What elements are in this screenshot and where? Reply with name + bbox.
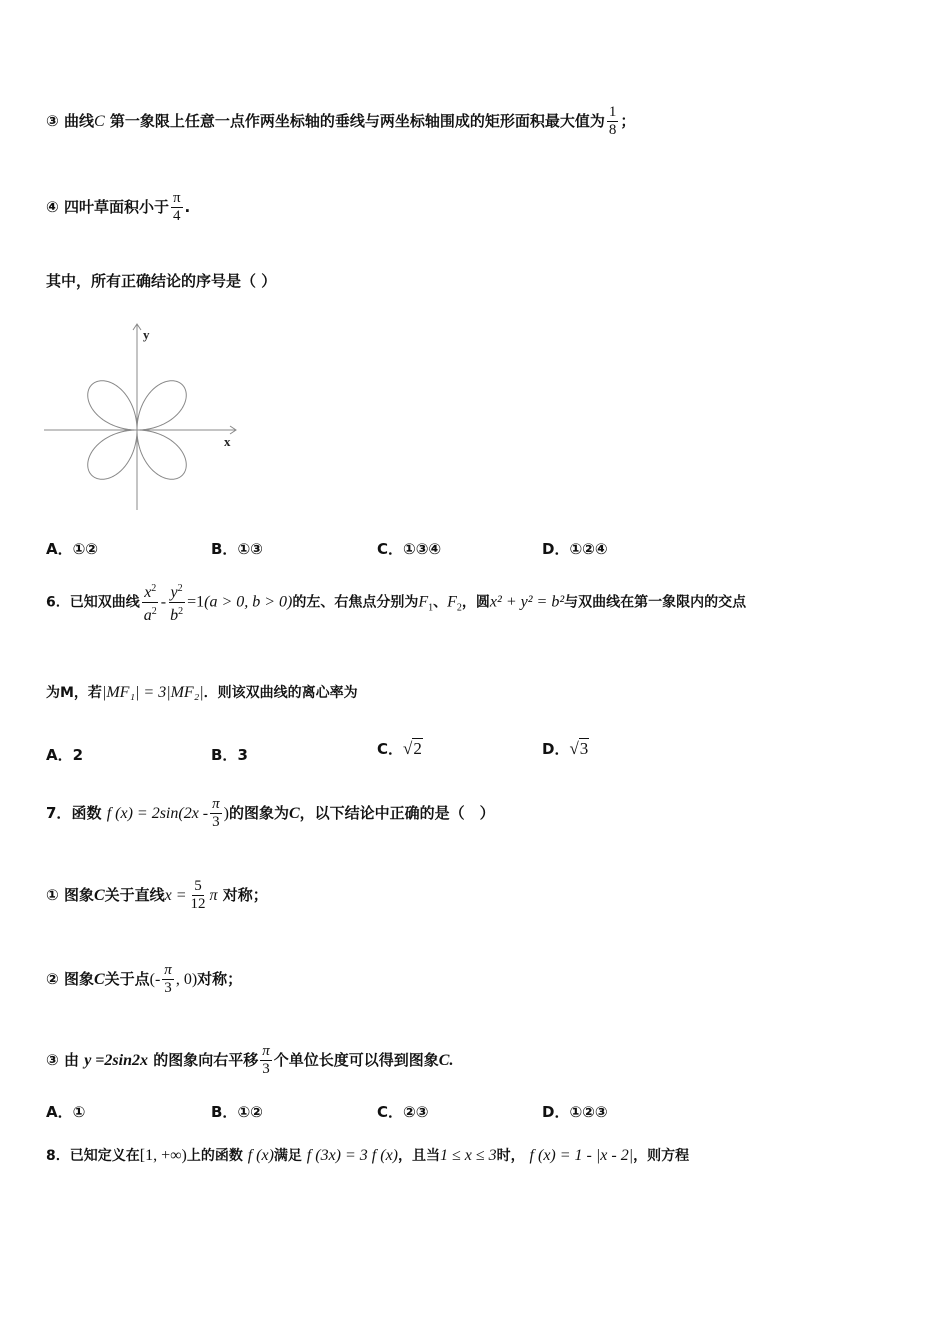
mf-relation: |MF₁| = 3|MF₂| — [101, 684, 204, 701]
q6-option-c[interactable] — [377, 738, 423, 759]
paren-close: ) — [223, 805, 229, 822]
pi-symbol: π — [209, 887, 218, 904]
frac-denominator: 8 — [608, 122, 617, 138]
q8-text-d: ，且当 — [398, 1148, 440, 1164]
base-function: y =2sin2x — [84, 1052, 148, 1069]
frac-numerator: π — [212, 796, 220, 812]
q5-option-c[interactable] — [377, 538, 441, 559]
eq-minus: - — [160, 593, 167, 611]
option-value: ①②③ — [569, 1103, 608, 1121]
q8-text-f: ，则方程 — [633, 1148, 690, 1164]
option-letter: C． — [377, 540, 404, 558]
item-text-a: 图象 — [63, 886, 94, 904]
option-letter: B． — [211, 1103, 238, 1121]
period: . — [184, 198, 191, 216]
item-text-c: 个单位长度可以得到图象 — [273, 1051, 439, 1069]
q5-item4-text: 四叶草面积小于 — [63, 198, 169, 216]
option-value: ①③④ — [403, 540, 442, 558]
point-open: (- — [149, 971, 161, 988]
frac-numerator: π — [172, 190, 181, 206]
q5-item3-text-b: 第一象限上任意一点作两坐标轴的垂线与两坐标轴围成的矩形面积最大值为 — [109, 112, 605, 130]
frac-x2-a2: $\frac{x^2}{a^2}$ — [142, 580, 159, 625]
separator: 、 — [433, 594, 448, 611]
q5-option-b[interactable] — [211, 538, 263, 559]
circled-3-marker: ③ — [46, 112, 59, 130]
y-axis-label: y — [143, 327, 150, 342]
q5-prompt: 其中，所有正确结论的序号是（ ） — [46, 272, 277, 290]
item-text-b: 关于直线 — [104, 886, 165, 904]
graph-symbol: C — [288, 805, 300, 822]
q6-option-a[interactable] — [46, 744, 83, 765]
circled-4-marker: ④ — [46, 198, 59, 216]
option-value: 3 — [579, 739, 589, 758]
fraction-5-12 — [189, 878, 208, 913]
q8-number: 8． — [46, 1148, 70, 1164]
graph-symbol: C — [93, 971, 105, 988]
graph-symbol: C — [93, 887, 105, 904]
q7-stem — [46, 796, 495, 831]
q6-text-a: 已知双曲线 — [69, 594, 140, 611]
functional-relation: f (3x) = 3 f (x) — [306, 1147, 398, 1164]
item-text-c: 对称； — [222, 886, 268, 904]
q7-option-a[interactable] — [46, 1101, 85, 1122]
fraction-pi-over-3 — [260, 1043, 272, 1078]
circled-3-marker: ③ — [46, 1051, 59, 1069]
frac-y2-b2: $\frac{y^2}{b^2}$ — [168, 580, 185, 625]
q7-text-a: 函数 — [71, 804, 102, 822]
sqrt-icon: √3 — [569, 739, 589, 758]
graph-symbol: C. — [438, 1052, 454, 1069]
frac-denominator: 12 — [190, 896, 206, 912]
frac-numerator: 1 — [608, 104, 617, 120]
q8-text-e: 时， — [496, 1148, 525, 1164]
eq-condition: (a > 0, b > 0) — [204, 593, 293, 611]
q7-number: 7． — [46, 804, 72, 822]
eq-a: a — [143, 607, 152, 624]
curve-symbol: C — [93, 113, 105, 130]
point-close: , 0) — [175, 971, 198, 988]
frac-denominator: 3 — [262, 1061, 270, 1077]
fraction-pi-over-3 — [162, 962, 174, 997]
frac-denominator: 3 — [164, 980, 172, 996]
circle-equation: x² + y² = b² — [489, 593, 565, 611]
function-expression: f (x) = 2sin(2x - — [106, 805, 209, 822]
focus-f1: F — [418, 593, 429, 611]
option-letter: D． — [542, 740, 570, 758]
item-text-a: 图象 — [63, 970, 94, 988]
sqrt-icon: √2 — [403, 739, 422, 758]
q7-option-b[interactable] — [211, 1101, 263, 1122]
q7-item2 — [46, 962, 242, 997]
domain-interval: [1, +∞) — [139, 1147, 187, 1164]
q8-text-c: 满足 — [273, 1148, 302, 1164]
q8-stem — [46, 1146, 689, 1166]
q7-item1 — [46, 878, 268, 913]
item-text-a: 由 — [63, 1051, 79, 1069]
item-text-b: 的图象向右平移 — [153, 1051, 259, 1069]
option-value: ① — [72, 1103, 86, 1121]
q6-text-b: 的左、右焦点分别为 — [292, 594, 419, 611]
item-text-c: 对称； — [197, 970, 243, 988]
frac-numerator: π — [164, 962, 172, 978]
x-axis-label: x — [224, 434, 231, 449]
q6-number: 6． — [46, 594, 70, 611]
item-text-b: 关于点 — [104, 970, 150, 988]
q7-option-c[interactable] — [377, 1101, 428, 1122]
piecewise-definition: f (x) = 1 - |x - 2| — [529, 1147, 634, 1164]
q6-line1: 6．已知双曲线 $\frac{x^2}{a^2}$ - $\frac{y^2}{b^2}$ =1(a > 0, b > 0)的左、右焦点分别为$F_1$、$F_2$，圆x² + y² = b²与双曲线在第一象限内的交点 — [46, 580, 746, 625]
frac-denominator: 4 — [172, 208, 181, 224]
q6-text-d: 与双曲线在第一象限内的交点 — [564, 594, 747, 611]
option-letter: B． — [211, 746, 238, 764]
eq-equals-one: =1 — [187, 593, 205, 611]
eq-y: y — [170, 584, 178, 601]
option-letter: A． — [46, 540, 73, 558]
q5-option-a[interactable] — [46, 538, 98, 559]
eq-x: x — [144, 584, 152, 601]
option-value: ①② — [237, 1103, 263, 1121]
semicolon: ； — [620, 112, 636, 130]
option-value: ①②④ — [569, 540, 608, 558]
circled-2-marker: ② — [46, 970, 59, 988]
q5-item4 — [46, 190, 190, 225]
option-letter: B． — [211, 540, 238, 558]
q6-text-e: 为M，若 — [46, 685, 102, 701]
q8-text-a: 已知定义在 — [69, 1148, 140, 1164]
q7-text-c: ，以下结论中正确的是（ ） — [299, 804, 495, 822]
q5-option-d[interactable] — [542, 538, 608, 559]
option-value: 2 — [413, 739, 422, 758]
q7-text-b: 的图象为 — [228, 804, 289, 822]
frac-denominator: 3 — [212, 814, 220, 830]
q6-line2 — [46, 683, 358, 703]
q5-item3 — [46, 104, 635, 139]
eq-b: b — [170, 607, 179, 624]
frac-numerator: 5 — [194, 878, 202, 894]
eq-x-equals: x = — [164, 887, 187, 904]
fraction-pi-over-3 — [210, 796, 222, 831]
option-letter: C． — [377, 740, 404, 758]
option-letter: A． — [46, 746, 73, 764]
option-value: 3 — [237, 746, 248, 764]
focus-f2: F — [447, 593, 457, 611]
option-value: 2 — [72, 746, 84, 764]
option-letter: C． — [377, 1103, 404, 1121]
circled-1-marker: ① — [46, 886, 59, 904]
option-letter: A． — [46, 1103, 73, 1121]
q6-option-b[interactable] — [211, 744, 248, 765]
q7-option-d[interactable] — [542, 1101, 608, 1122]
q6-text-f: ．则该双曲线的离心率为 — [203, 685, 358, 701]
q7-item3 — [46, 1043, 453, 1078]
option-letter: D． — [542, 540, 570, 558]
fraction-one-eighth — [607, 104, 619, 139]
q6-text-c: ，圆 — [461, 594, 490, 611]
option-value: ①② — [72, 540, 99, 558]
option-value: ②③ — [403, 1103, 429, 1121]
option-letter: D． — [542, 1103, 570, 1121]
fraction-pi-over-4 — [171, 190, 183, 225]
q8-text-b: 上的函数 — [186, 1148, 243, 1164]
four-leaf-clover-graph — [44, 318, 244, 513]
option-value: ①③ — [237, 540, 263, 558]
x-range: 1 ≤ x ≤ 3 — [440, 1147, 497, 1164]
frac-numerator: π — [262, 1043, 270, 1059]
q5-item3-text-a: 曲线 — [63, 112, 94, 130]
q6-option-d[interactable] — [542, 738, 589, 759]
function-fx: f (x) — [247, 1147, 274, 1164]
